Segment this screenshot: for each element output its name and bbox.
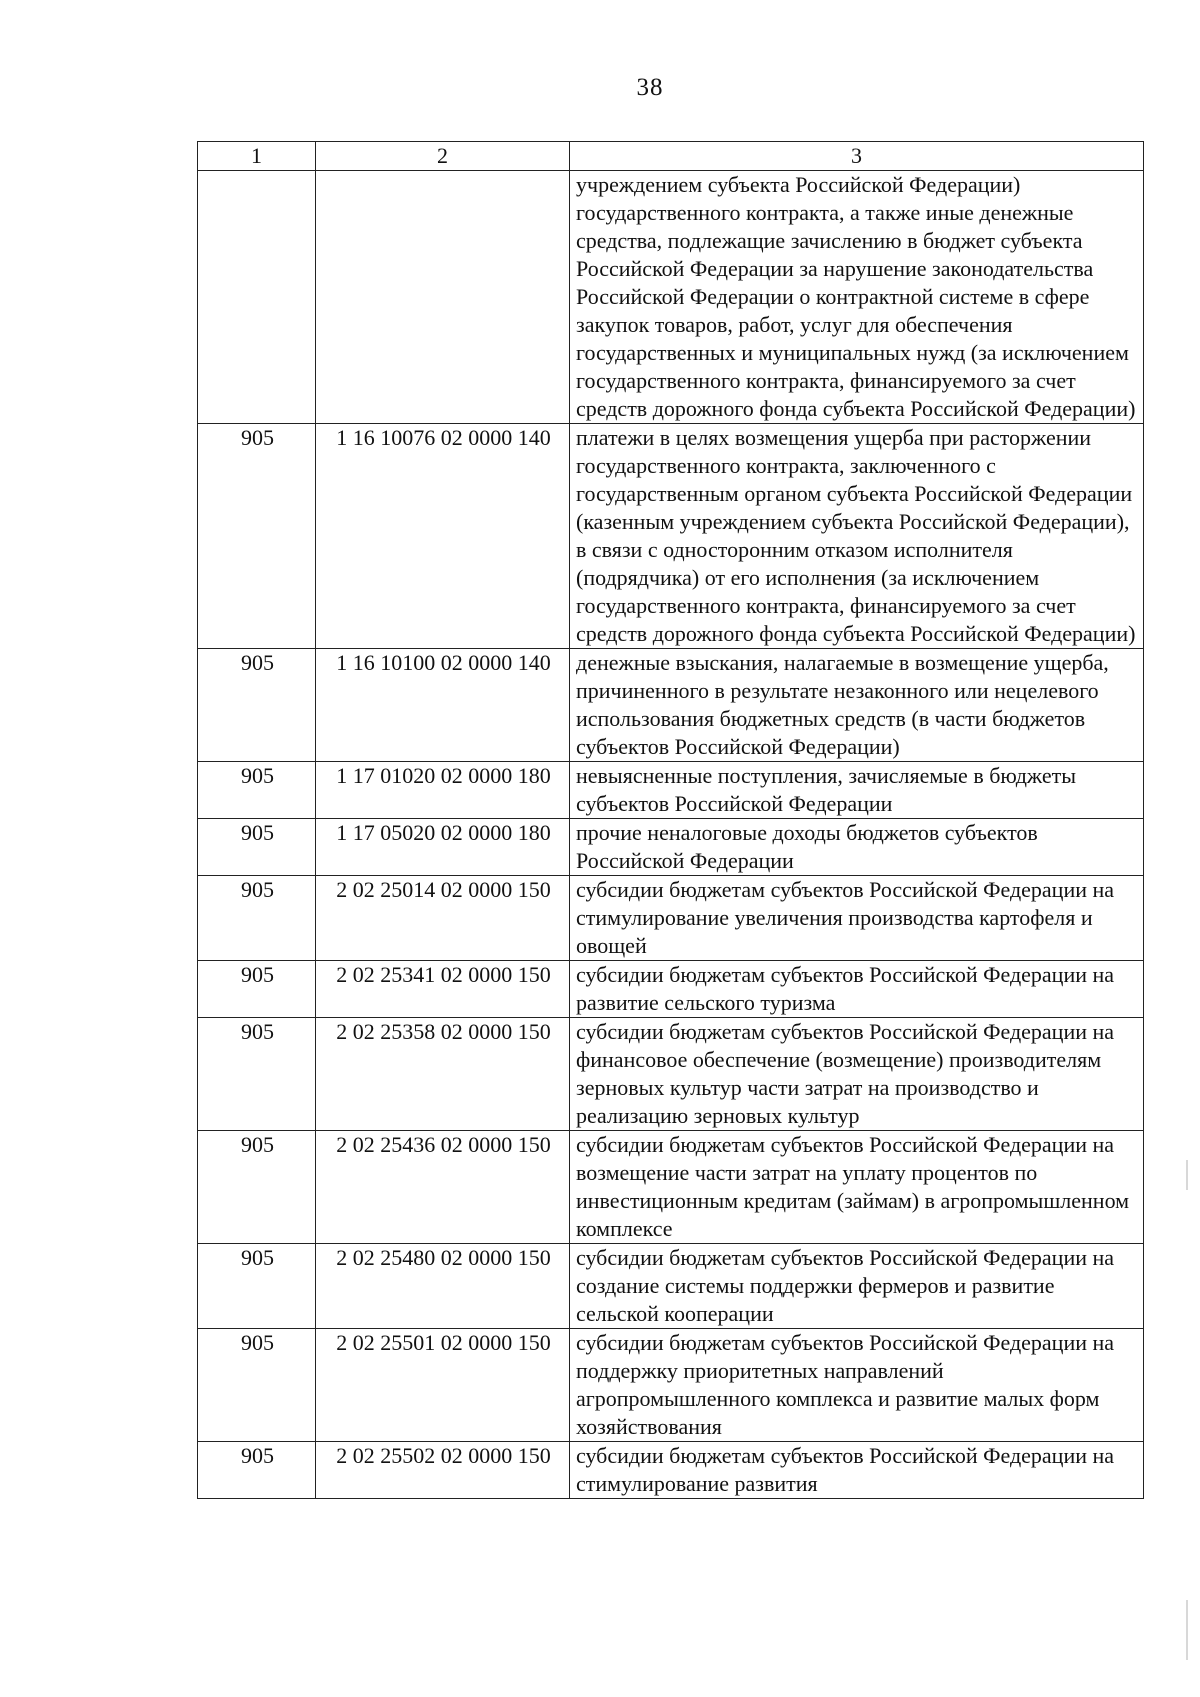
description-cell: субсидии бюджетам субъектов Российской Федерации на стимулирование увеличения производства картофеля и овощей: [570, 876, 1144, 961]
description-cell: субсидии бюджетам субъектов Российской Федерации на стимулирование развития: [570, 1442, 1144, 1499]
budget-code-cell: 1 17 05020 02 0000 180: [316, 819, 570, 876]
description-cell: денежные взыскания, налагаемые в возмещение ущерба, причиненного в результате незаконного или нецелевого использования бюджетных средств (в части бюджетов субъектов Российской Федерации): [570, 649, 1144, 762]
scan-edge-mark: [1186, 1160, 1188, 1190]
description-cell: прочие неналоговые доходы бюджетов субъектов Российской Федерации: [570, 819, 1144, 876]
admin-code-cell: 905: [198, 762, 316, 819]
table-row: [198, 876, 1144, 961]
description-cell: субсидии бюджетам субъектов Российской Федерации на возмещение части затрат на уплату процентов по инвестиционным кредитам (займам) в агропромышленном комплексе: [570, 1131, 1144, 1244]
budget-code-cell: [316, 171, 570, 424]
admin-code-cell: 905: [198, 819, 316, 876]
table-row: [198, 649, 1144, 762]
admin-code-cell: 905: [198, 1018, 316, 1131]
table-row: [198, 762, 1144, 819]
table-row: [198, 424, 1144, 649]
budget-code-cell: 2 02 25501 02 0000 150: [316, 1329, 570, 1442]
table-row: [198, 1442, 1144, 1499]
description-cell: учреждением субъекта Российской Федерации) государственного контракта, а также иные денежные средства, подлежащие зачислению в бюджет субъекта Российской Федерации за нарушение законодательства Российской Федерации о контрактной системе в сфере закупок товаров, работ, услуг для обеспечения государственных и муниципальных нужд (за исключением государственного контракта, финансируемого за счет средств дорожного фонда субъекта Российской Федерации): [570, 171, 1144, 424]
budget-code-cell: 2 02 25014 02 0000 150: [316, 876, 570, 961]
admin-code-cell: 905: [198, 961, 316, 1018]
description-cell: платежи в целях возмещения ущерба при расторжении государственного контракта, заключенного с государственным органом субъекта Российской Федерации (казенным учреждением субъекта Российской Федерации), в связи с односторонним отказом исполнителя (подрядчика) от его исполнения (за исключением государственного контракта, финансируемого за счет средств дорожного фонда субъекта Российской Федерации): [570, 424, 1144, 649]
admin-code-cell: 905: [198, 876, 316, 961]
header-row: [198, 142, 1144, 171]
admin-code-cell: 905: [198, 1131, 316, 1244]
admin-code-cell: 905: [198, 1329, 316, 1442]
budget-code-cell: 1 16 10100 02 0000 140: [316, 649, 570, 762]
budget-codes-table: [197, 141, 1144, 1499]
budget-code-cell: 1 17 01020 02 0000 180: [316, 762, 570, 819]
admin-code-cell: 905: [198, 649, 316, 762]
description-cell: субсидии бюджетам субъектов Российской Федерации на финансовое обеспечение (возмещение) производителям зерновых культур части затрат на производство и реализацию зерновых культур: [570, 1018, 1144, 1131]
budget-code-cell: 2 02 25436 02 0000 150: [316, 1131, 570, 1244]
budget-code-cell: 2 02 25502 02 0000 150: [316, 1442, 570, 1499]
admin-code-cell: 905: [198, 424, 316, 649]
column-header-2: 2: [316, 142, 570, 171]
table-row: [198, 1018, 1144, 1131]
budget-code-cell: 2 02 25480 02 0000 150: [316, 1244, 570, 1329]
column-header-1: 1: [198, 142, 316, 171]
table-row: [198, 1131, 1144, 1244]
scan-edge-mark: [1186, 1600, 1188, 1660]
admin-code-cell: 905: [198, 1244, 316, 1329]
budget-code-cell: 2 02 25358 02 0000 150: [316, 1018, 570, 1131]
admin-code-cell: 905: [198, 1442, 316, 1499]
admin-code-cell: [198, 171, 316, 424]
budget-code-cell: 2 02 25341 02 0000 150: [316, 961, 570, 1018]
description-cell: субсидии бюджетам субъектов Российской Федерации на поддержку приоритетных направлений агропромышленного комплекса и развитие малых форм хозяйствования: [570, 1329, 1144, 1442]
table-header: [198, 142, 1144, 171]
table-row: [198, 1329, 1144, 1442]
table-row: [198, 961, 1144, 1018]
table-row: [198, 1244, 1144, 1329]
table-row: [198, 819, 1144, 876]
table-row: [198, 171, 1144, 424]
description-cell: невыясненные поступления, зачисляемые в бюджеты субъектов Российской Федерации: [570, 762, 1144, 819]
table-body: [198, 171, 1144, 1499]
budget-code-cell: 1 16 10076 02 0000 140: [316, 424, 570, 649]
description-cell: субсидии бюджетам субъектов Российской Федерации на создание системы поддержки фермеров и развитие сельской кооперации: [570, 1244, 1144, 1329]
column-header-3: 3: [570, 142, 1144, 171]
description-cell: субсидии бюджетам субъектов Российской Федерации на развитие сельского туризма: [570, 961, 1144, 1018]
page-number: 38: [636, 74, 664, 101]
